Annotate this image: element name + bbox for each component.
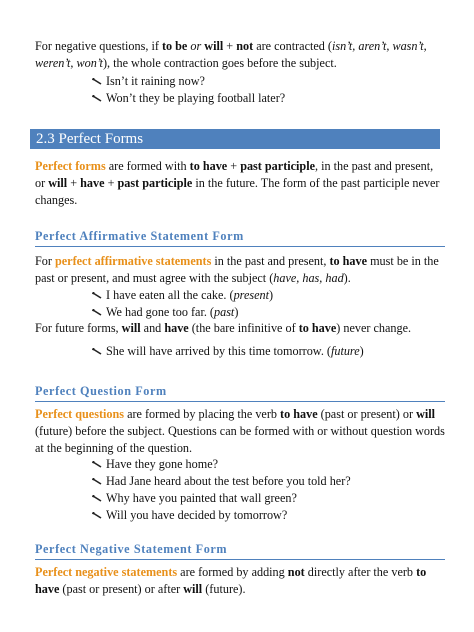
affirmative-heading: Perfect Affirmative Statement Form [35,229,445,247]
example-text: She will have arrived by this time tomorrow. ( [106,344,331,358]
term: to have [329,254,368,268]
example-text: Have they gone home? [106,457,219,471]
example-text: Why have you painted that wall green? [106,491,297,505]
term: not [236,39,254,53]
question-paragraph [35,406,445,457]
example-item [92,73,285,90]
question-heading: Perfect Question Form [35,384,445,402]
contractions: weren’t, won’t [35,56,103,70]
term: not [287,565,305,579]
term: past participle [240,159,316,173]
intro-paragraph [35,38,445,72]
example-item [92,90,285,107]
term: have [80,176,105,190]
highlight-term: perfect affirmative statements [54,254,212,268]
text: + [104,176,118,190]
pencil-bullet-icon [92,512,102,519]
text: must be in the past or present, and must agree with the subject ( [35,254,439,285]
text: or [187,39,205,53]
text: directly after the verb [304,565,417,579]
text: (the bare infinitive of [188,321,299,335]
text: ) [269,288,274,302]
text: are formed with [105,159,190,173]
pencil-bullet-icon [92,78,102,85]
pencil-bullet-icon [92,95,102,102]
example-text: Won’t they be playing football later? [106,91,286,105]
question-example-list [92,456,351,524]
negative-paragraph [35,564,445,598]
example-item [92,343,364,360]
term: to be [161,39,188,53]
text: + [227,159,241,173]
example-item [92,507,351,524]
text: For negative questions, if [35,39,162,53]
highlight-term: Perfect negative statements [35,565,178,579]
tense-tag: future [330,344,360,358]
example-text: We had gone too far. ( [106,305,214,319]
pencil-bullet-icon [92,461,102,468]
highlight-term: Perfect questions [35,407,125,421]
text: are formed by adding [177,565,288,579]
text: + [223,39,237,53]
term: past participle [117,176,193,190]
term: will [204,39,224,53]
example-text: Will you have decided by tomorrow? [106,508,288,522]
pencil-bullet-icon [92,292,102,299]
text: and [140,321,165,335]
term: to have [189,159,228,173]
text: are formed by placing the verb [124,407,281,421]
tense-tag: past [214,305,235,319]
text: in the past and present, [211,254,330,268]
example-text: Isn’t it raining now? [106,74,205,88]
perfect-forms-paragraph [35,158,445,209]
pencil-bullet-icon [92,495,102,502]
contractions: isn’t, aren’t, wasn’t, [331,39,427,53]
affirmative-paragraph [35,253,445,287]
example-item [92,473,351,490]
text: For future forms, [35,321,122,335]
highlight-term: Perfect forms [35,159,106,173]
pencil-bullet-icon [92,348,102,355]
term: will [416,407,436,421]
pencil-bullet-icon [92,309,102,316]
future-example-list [92,343,364,360]
section-heading: 2.3 Perfect Forms [30,129,440,149]
text: For [35,254,55,268]
example-item [92,287,273,304]
text: (future). [202,582,246,596]
example-text: I have eaten all the cake. ( [106,288,234,302]
text: + [67,176,81,190]
term: to have [298,321,337,335]
text: (future) before the subject. Questions can be formed with or without question words at the beginning of the question. [35,424,445,455]
example-item [92,456,351,473]
example-item [92,490,351,507]
text: ) [359,344,364,358]
text: in the future. The form of the past participle never changes. [35,176,440,207]
term: to have [35,565,427,596]
text: are contracted ( [253,39,332,53]
negative-heading: Perfect Negative Statement Form [35,542,445,560]
pencil-bullet-icon [92,478,102,485]
term: have [164,321,189,335]
term: will [183,582,203,596]
text: ), the whole contraction goes before the subject. [102,56,337,70]
text: ). [343,271,351,285]
text: have, has, had [273,271,344,285]
text: (past or present) or [317,407,417,421]
example-text: Had Jane heard about the test before you told her? [106,474,351,488]
term: to have [280,407,318,421]
text: , in the past and present, or [35,159,434,190]
term: will [48,176,68,190]
tense-tag: present [233,288,269,302]
affirmative-example-list [92,287,273,321]
text: (past or present) or after [59,582,184,596]
future-paragraph [35,320,445,337]
text: ) [234,305,239,319]
intro-example-list [92,73,285,107]
text: ) never change. [336,321,412,335]
example-item [92,304,273,321]
term: will [121,321,141,335]
